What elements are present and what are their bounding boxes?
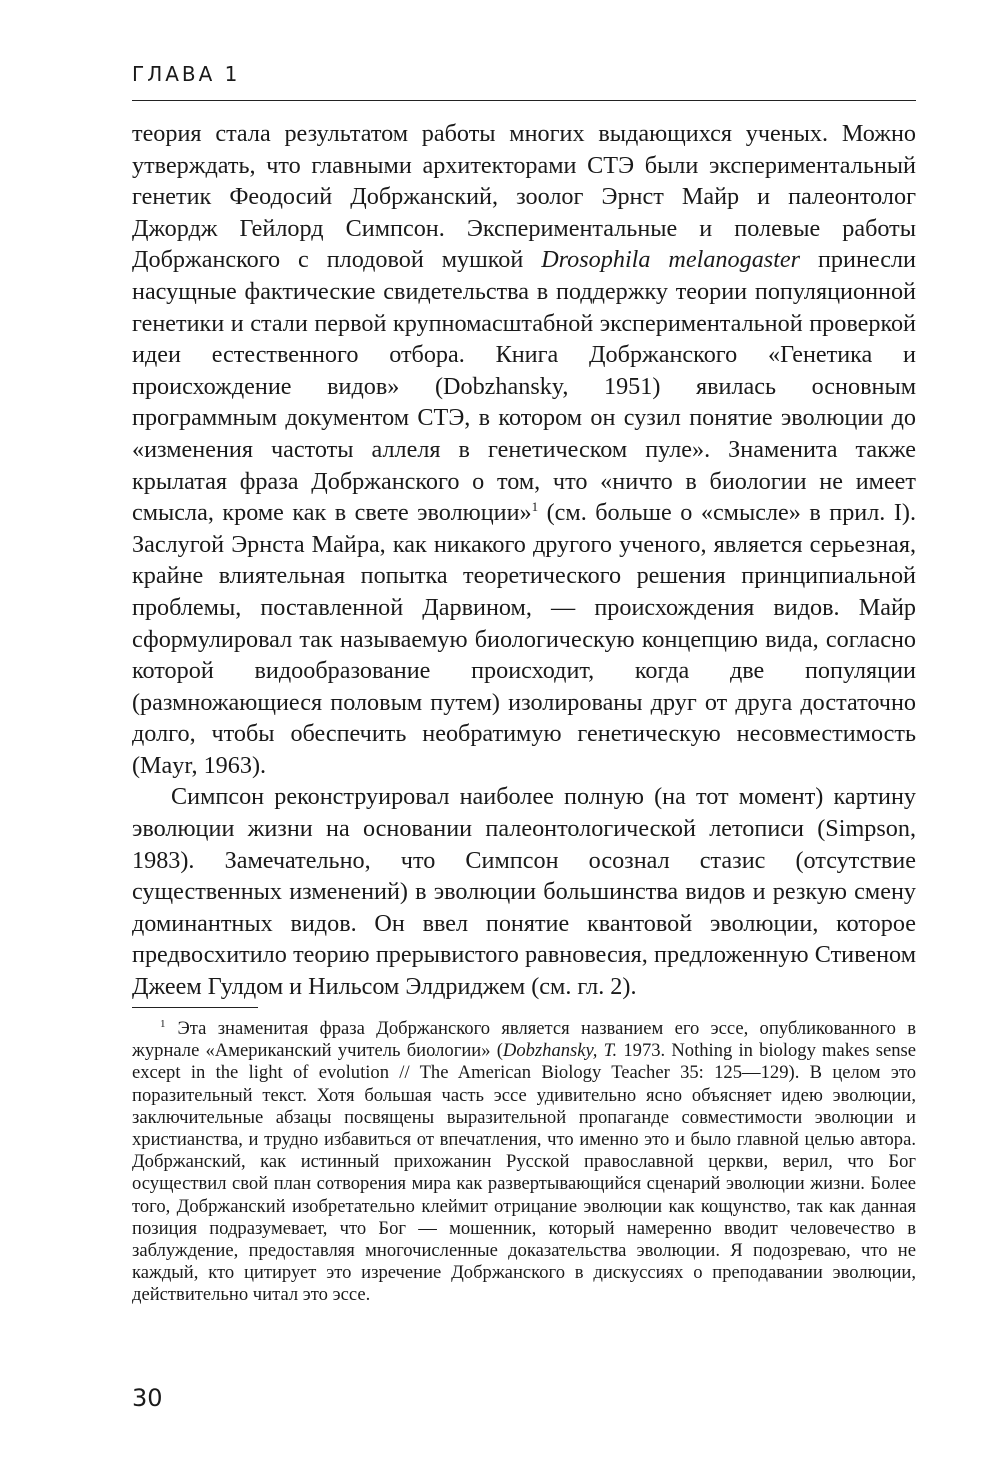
footnote-reference[interactable]: 1 [531, 499, 539, 515]
footnote-text-a: Эта знаменитая фраза Добржанского является названием его эссе, опубликованного в журнале «Американский учитель биологии» ( [132, 1018, 916, 1062]
paragraph-1-part-b: принесли насущные фактические свидетельства в поддержку теории популяционной генетики и стали первой крупномасштабной экспериментальной проверкой идеи естественного отбора. Книга Добржанского «Генетика и происхождение видов» (Dobzhansky, 1951) явилась основным программным документом СТЭ, в котором он сузил понятие эволюции до «изменения частоты аллеля в генетическом пуле». Знаменита также крылатая фраза Добржанского о том, что «ничто в биологии не имеет смысла, кроме как в свете эволюции» [132, 246, 916, 527]
paragraph-2: Симпсон реконструировал наиболее полную (на тот момент) картину эволюции жизни на основании палеонтологической летописи (Simpson, 1983). Замечательно, что Симпсон осознал стазис (отсутствие существенных изменений) в эволюции большинства видов и резкую смену доминантных видов. Он ввел понятие квантовой эволюции, которое предвосхитило теорию прерывистого равновесия, предложенную Стивеном Джеем Гулдом и Нильсом Элдриджем (см. гл. 2). [132, 783, 916, 1001]
footnote-mark: 1 [160, 1017, 166, 1030]
running-head: ГЛАВА 1 [132, 62, 241, 86]
header-rule [132, 100, 916, 101]
footnote-text-b: 1973. Nothing in biology makes sense except in the light of evolution // The American Biology Teacher 35: 125—129). В целом это поразительный текст. Хотя большая часть эссе удивительно ясно объясняет идею эволюции, заключительные абзацы посвящены выразительной пропаганде совместимости эволюции и христианства, и трудно избавиться от впечатления, что именно это и было главной целью автора. Добржанский, как истинный прихожанин Русской православной церкви, верил, что Бог осуществил свой план сотворения мира как развертывающийся сценарий эволюции жизни. Более того, Добржанский изобретательно клеймит отрицание эволюции как кощунство, так как данная позиция подразумевает, что Бог — мошенник, который намеренно вводит человечество в заблуждение, предоставляя многочисленные доказательства эволюции. Я подозреваю, что не каждый, кто цитирует это изречение Добржанского в дискуссиях о преподавании эволюции, действительно читал это эссе. [132, 1040, 916, 1306]
main-text [132, 118, 916, 1003]
paragraph-1 [132, 118, 916, 781]
species-name: Drosophila melanogaster [541, 246, 801, 274]
footnote-author: Dobzhansky, T. [502, 1040, 618, 1062]
footnote-rule [132, 1007, 258, 1008]
footnote [132, 1018, 916, 1307]
paragraph-1-part-a: теория стала результатом работы многих выдающихся ученых. Можно утверждать, что главными архитекторами СТЭ были экспериментальный генетик Феодосий Добржанский, зоолог Эрнст Майр и палеонтолог Джордж Гейлорд Симпсон. Экспериментальные и полевые работы Добржанского с плодовой мушкой [132, 120, 916, 274]
paragraph-1-part-c: (см. больше о «смысле» в прил. I). Заслугой Эрнста Майра, как никакого другого ученого, является серьезная, крайне влиятельная попытка теоретического решения принципиальной проблемы, поставленной Дарвином, — происхождения видов. Майр сформулировал так называемую биологическую концепцию вида, согласно которой видообразование происходит, когда две популяции (размножающиеся половым путем) изолированы друг от друга достаточно долго, чтобы обеспечить необратимую генетическую несовместимость (Mayr, 1963). [132, 499, 916, 779]
page-number: 30 [132, 1384, 163, 1412]
